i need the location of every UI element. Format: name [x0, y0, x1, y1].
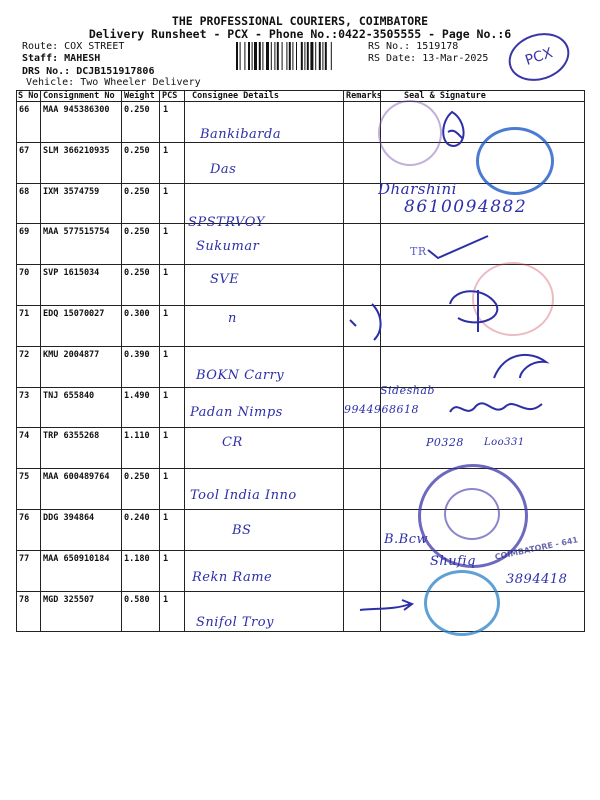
rs-no-value: 1519178 [416, 41, 459, 52]
barcode-bar [315, 42, 316, 70]
row-consignee-handwriting: SPSTRVOY [188, 214, 265, 230]
col-divider [584, 90, 585, 632]
barcode-bar [252, 42, 253, 70]
row-consignment-no: TNJ 655840 [43, 390, 95, 401]
pcx-stamp: PCX [502, 26, 575, 89]
drs-line: DRS No.: DCJB151917806 [22, 66, 155, 77]
signature-name-r68: Dharshini [378, 180, 457, 198]
rs-no-line: RS No.: 1519178 [368, 41, 459, 52]
row-sno: 67 [19, 145, 30, 156]
round-seal-inner [444, 488, 500, 540]
row-pcs: 1 [163, 105, 169, 115]
row-pcs: 1 [163, 431, 169, 442]
row-consignment-no: KMU 2004877 [43, 349, 100, 360]
header-divider [16, 101, 584, 102]
row-divider [16, 631, 584, 632]
row-consignment-no: MAA 577515754 [43, 227, 110, 238]
col-header-weight: Weight [124, 91, 155, 101]
row-consignment-no: MGD 325507 [43, 594, 95, 605]
barcode-bar [277, 42, 279, 70]
faded-seal-stamp [378, 100, 442, 166]
row-consignee-handwriting: Tool India Inno [190, 488, 297, 504]
row-weight: 0.300 [124, 309, 150, 319]
route-line: Route: COX STREET [22, 41, 125, 52]
row-consignee-handwriting: Snifol Troy [196, 614, 274, 630]
arrow-mark [356, 596, 416, 620]
row-weight: 0.250 [124, 186, 150, 197]
auto-stores-seal-stamp [476, 127, 554, 195]
row-consignee-handwriting: BOKN Carry [196, 367, 285, 383]
row-weight: 0.250 [124, 268, 150, 279]
row-sno: 75 [19, 472, 30, 483]
row-consignee-handwriting: SVE [210, 272, 240, 288]
signature-phone-r73: 9944968618 [344, 403, 419, 416]
row-consignment-no: SLM 366210935 [43, 145, 110, 156]
barcode-bar [266, 42, 269, 70]
row-weight: 1.110 [124, 431, 150, 442]
col-header-remarks: Remarks [346, 91, 382, 101]
row-consignment-no: IXM 3574759 [43, 186, 100, 197]
remark-bracket [346, 300, 396, 344]
row-consignee-handwriting: Das [210, 161, 237, 177]
row-sno: 70 [19, 268, 30, 279]
row-sno: 72 [19, 349, 30, 360]
row-consignee-handwriting: Bankibarda [200, 127, 282, 142]
col-divider [159, 90, 160, 632]
signature-scribble [436, 108, 470, 152]
row-weight: 0.250 [124, 105, 150, 115]
barcode-bar [301, 42, 303, 70]
row-sno: 68 [19, 186, 30, 197]
row-sno: 77 [19, 553, 30, 564]
barcode-bar [286, 42, 287, 70]
row-sno: 69 [19, 227, 30, 238]
row-divider [16, 427, 584, 428]
signature-scribble [446, 394, 546, 422]
col-divider [184, 90, 185, 632]
stamp-text-r69: TR [410, 245, 427, 258]
signature-note-r74: P0328 [426, 436, 464, 449]
signature-name-r73: Sideshab [380, 384, 435, 397]
row-pcs: 1 [163, 553, 169, 564]
row-weight: 0.240 [124, 513, 150, 523]
barcode-bar [240, 42, 241, 70]
row-pcs: 1 [163, 268, 169, 279]
row-weight: 1.180 [124, 553, 150, 564]
row-consignment-no: TRP 6355268 [43, 431, 100, 442]
barcode-bar [282, 42, 283, 70]
col-header-signature: Seal & Signature [404, 91, 486, 101]
signature-scribble [444, 284, 514, 334]
signature-phone-r77: 3894418 [506, 572, 568, 587]
row-sno: 71 [19, 309, 30, 319]
col-header-sno: S No [18, 91, 39, 101]
row-consignment-no: MAA 945386300 [43, 105, 110, 115]
col-header-consignment: Consignment No [43, 91, 115, 101]
row-weight: 0.250 [124, 145, 150, 156]
barcode-bar [289, 42, 291, 70]
barcode-bar [292, 42, 293, 70]
barcode-bar [319, 42, 321, 70]
barcode [236, 42, 362, 70]
blue-seal-stamp [424, 570, 500, 636]
barcode-bar [236, 42, 238, 70]
vehicle-value: Two Wheeler Delivery [80, 77, 201, 88]
barcode-bar [271, 42, 272, 70]
barcode-bar [310, 42, 313, 70]
row-weight: 0.250 [124, 227, 150, 238]
col-divider [380, 90, 381, 632]
signature-name2-r77: Shufiq [430, 554, 476, 569]
row-pcs: 1 [163, 145, 169, 156]
row-weight: 0.250 [124, 472, 150, 483]
signature-check [424, 232, 494, 262]
barcode-bar [325, 42, 327, 70]
row-pcs: 1 [163, 349, 169, 360]
signature-phone-r68: 8610094882 [404, 197, 528, 217]
row-sno: 73 [19, 390, 30, 401]
row-pcs: 1 [163, 390, 169, 401]
row-sno: 76 [19, 513, 30, 523]
row-weight: 0.580 [124, 594, 150, 605]
row-consignment-no: MAA 650910184 [43, 553, 110, 564]
row-divider [16, 346, 584, 347]
row-consignment-no: SVP 1615034 [43, 268, 100, 279]
row-consignee-handwriting: Sukumar [196, 239, 260, 255]
row-weight: 0.390 [124, 349, 150, 360]
signature-note2-r74: Loo331 [484, 437, 525, 448]
row-consignee-handwriting: BS [232, 523, 252, 538]
row-consignee-handwriting: n [228, 311, 237, 326]
barcode-bar [262, 42, 263, 70]
drs-value: DCJB151917806 [76, 66, 155, 77]
row-consignee-handwriting: Padan Nimps [190, 404, 283, 420]
row-pcs: 1 [163, 186, 169, 197]
row-sno: 74 [19, 431, 30, 442]
col-divider [121, 90, 122, 632]
col-header-pcs: PCS [162, 91, 178, 101]
row-weight: 1.490 [124, 390, 150, 401]
barcode-bar [304, 42, 305, 70]
staff-line: Staff: MAHESH [22, 53, 101, 64]
rs-date-value: 13-Mar-2025 [422, 53, 489, 64]
row-divider [16, 591, 584, 592]
barcode-bar [331, 42, 332, 70]
runsheet-title: Delivery Runsheet - PCX - Phone No.:0422-3505555 - Page No.:6 [88, 27, 512, 41]
row-pcs: 1 [163, 594, 169, 605]
barcode-bar [322, 42, 323, 70]
vehicle-line: Vehicle: Two Wheeler Delivery [26, 77, 201, 88]
barcode-bar [244, 42, 245, 70]
col-divider [16, 90, 17, 632]
barcode-bar [254, 42, 257, 70]
signature-scribble [490, 348, 550, 382]
col-header-consignee: Consignee Details [192, 91, 279, 101]
company-name: THE PROFESSIONAL COURIERS, COIMBATORE [171, 14, 429, 28]
row-divider [16, 223, 584, 224]
barcode-bar [307, 42, 309, 70]
row-consignment-no: MAA 600489764 [43, 472, 110, 483]
barcode-bar [248, 42, 250, 70]
col-divider [40, 90, 41, 632]
signature-name-r77: B.Bcw [384, 532, 429, 547]
row-pcs: 1 [163, 472, 169, 483]
row-consignee-handwriting: CR [222, 435, 243, 451]
rs-date-line: RS Date: 13-Mar-2025 [368, 53, 489, 64]
row-divider [16, 468, 584, 469]
row-pcs: 1 [163, 309, 169, 319]
route-value: COX STREET [64, 41, 125, 52]
row-pcs: 1 [163, 227, 169, 238]
row-pcs: 1 [163, 513, 169, 523]
barcode-bar [274, 42, 275, 70]
barcode-bar [296, 42, 297, 70]
stamp-text-r77: COIMBATORE - 641 [493, 535, 579, 562]
staff-value: MAHESH [64, 53, 101, 64]
row-sno: 78 [19, 594, 30, 605]
barcode-bar [259, 42, 261, 70]
col-divider [343, 90, 344, 632]
row-consignment-no: EDQ 15070027 [43, 309, 105, 319]
row-divider [16, 387, 584, 388]
row-sno: 66 [19, 105, 30, 115]
row-consignee-handwriting: Rekn Rame [192, 569, 273, 585]
row-consignment-no: DDG 394864 [43, 513, 95, 523]
